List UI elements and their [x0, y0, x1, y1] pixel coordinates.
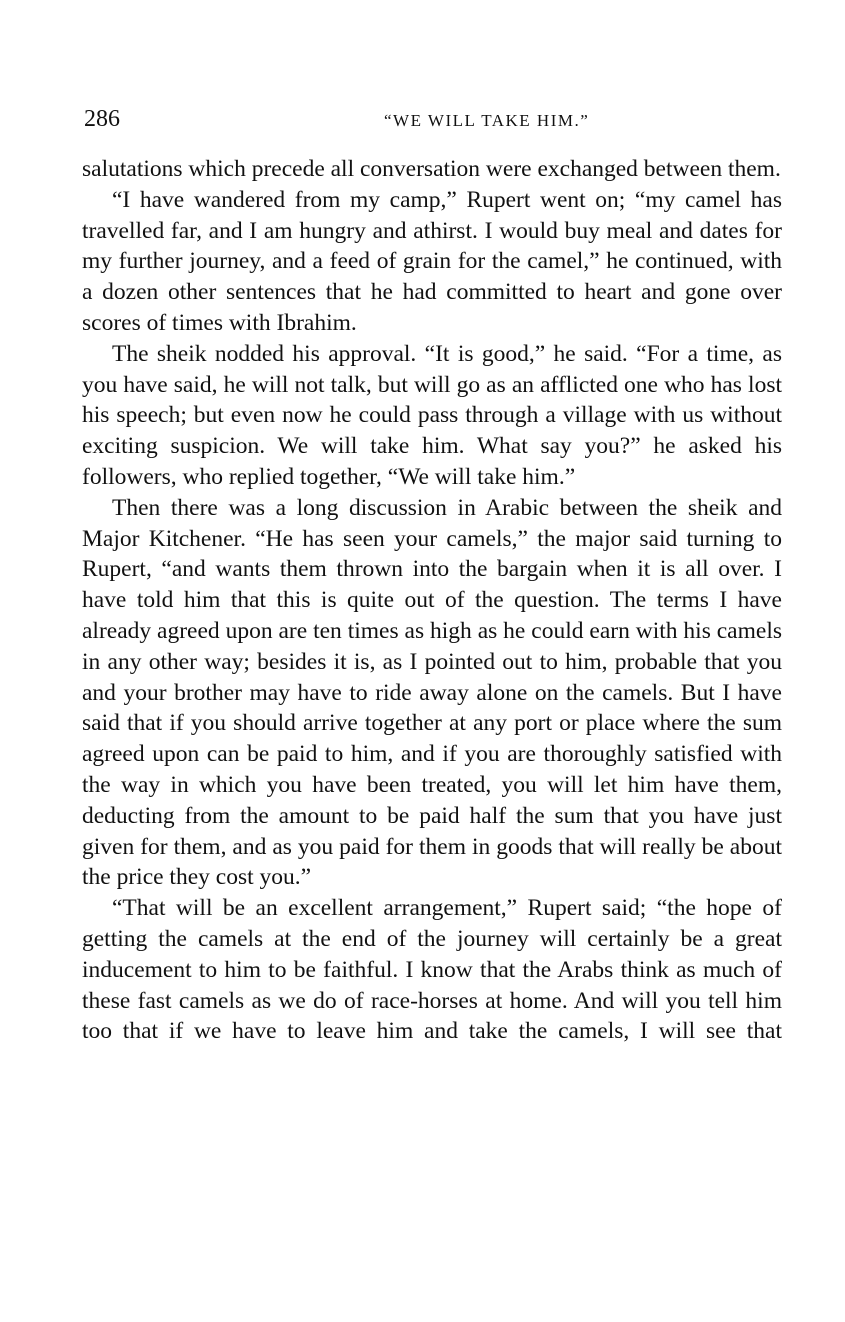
body-text: [82, 154, 782, 1047]
page-number: 286: [84, 106, 120, 132]
paragraph: The sheik nodded his approval. “It is good,” he said. “For a time, as you have said, he will not talk, but will go as an afflicted one who has lost his speech; but even now he could pass through a village with us without exciting suspicion. We will take him. What say you?” he asked his followers, who replied together, “We will take him.”: [82, 340, 782, 490]
paragraph: “I have wandered from my camp,” Rupert went on; “my camel has travelled far, and I am hungry and athirst. I would buy meal and dates for my further journey, and a feed of grain for the camel,” he continued, with a dozen other sentences that he had committed to heart and gone over scores of times with Ibrahim.: [82, 186, 782, 336]
running-title: “WE WILL TAKE HIM.”: [384, 111, 590, 130]
page-header: [84, 104, 784, 138]
paragraph: “That will be an excellent arrangement,” Rupert said; “the hope of getting the camels at the end of the journey will certainly be a great inducement to him to be faithful. I know that the Arabs think as much of these fast camels as we do of race-horses at home. And will you tell him too that if we have to leave him and take the camels, I will see that: [82, 895, 782, 1045]
paragraph: Then there was a long discussion in Arabic between the sheik and Major Kitchener. “He has seen your camels,” the major said turning to Rupert, “and wants them thrown into the bargain when it is all over. I have told him that this is quite out of the question. The terms I have already agreed upon are ten times as high as he could earn with his camels in any other way; besides it is, as I pointed out to him, probable that you and your brother may have to ride away alone on the camels. But I have said that if you should arrive together at any port or place where the sum agreed upon can be paid to him, and if you are thoroughly satisfied with the way in which you have been treated, you will let him have them, deducting from the amount to be paid half the sum that you have just given for them, and as you paid for them in goods that will really be about the price they cost you.”: [82, 494, 782, 891]
paragraph-continuation: salutations which precede all conversation were exchanged between them.: [82, 156, 781, 182]
